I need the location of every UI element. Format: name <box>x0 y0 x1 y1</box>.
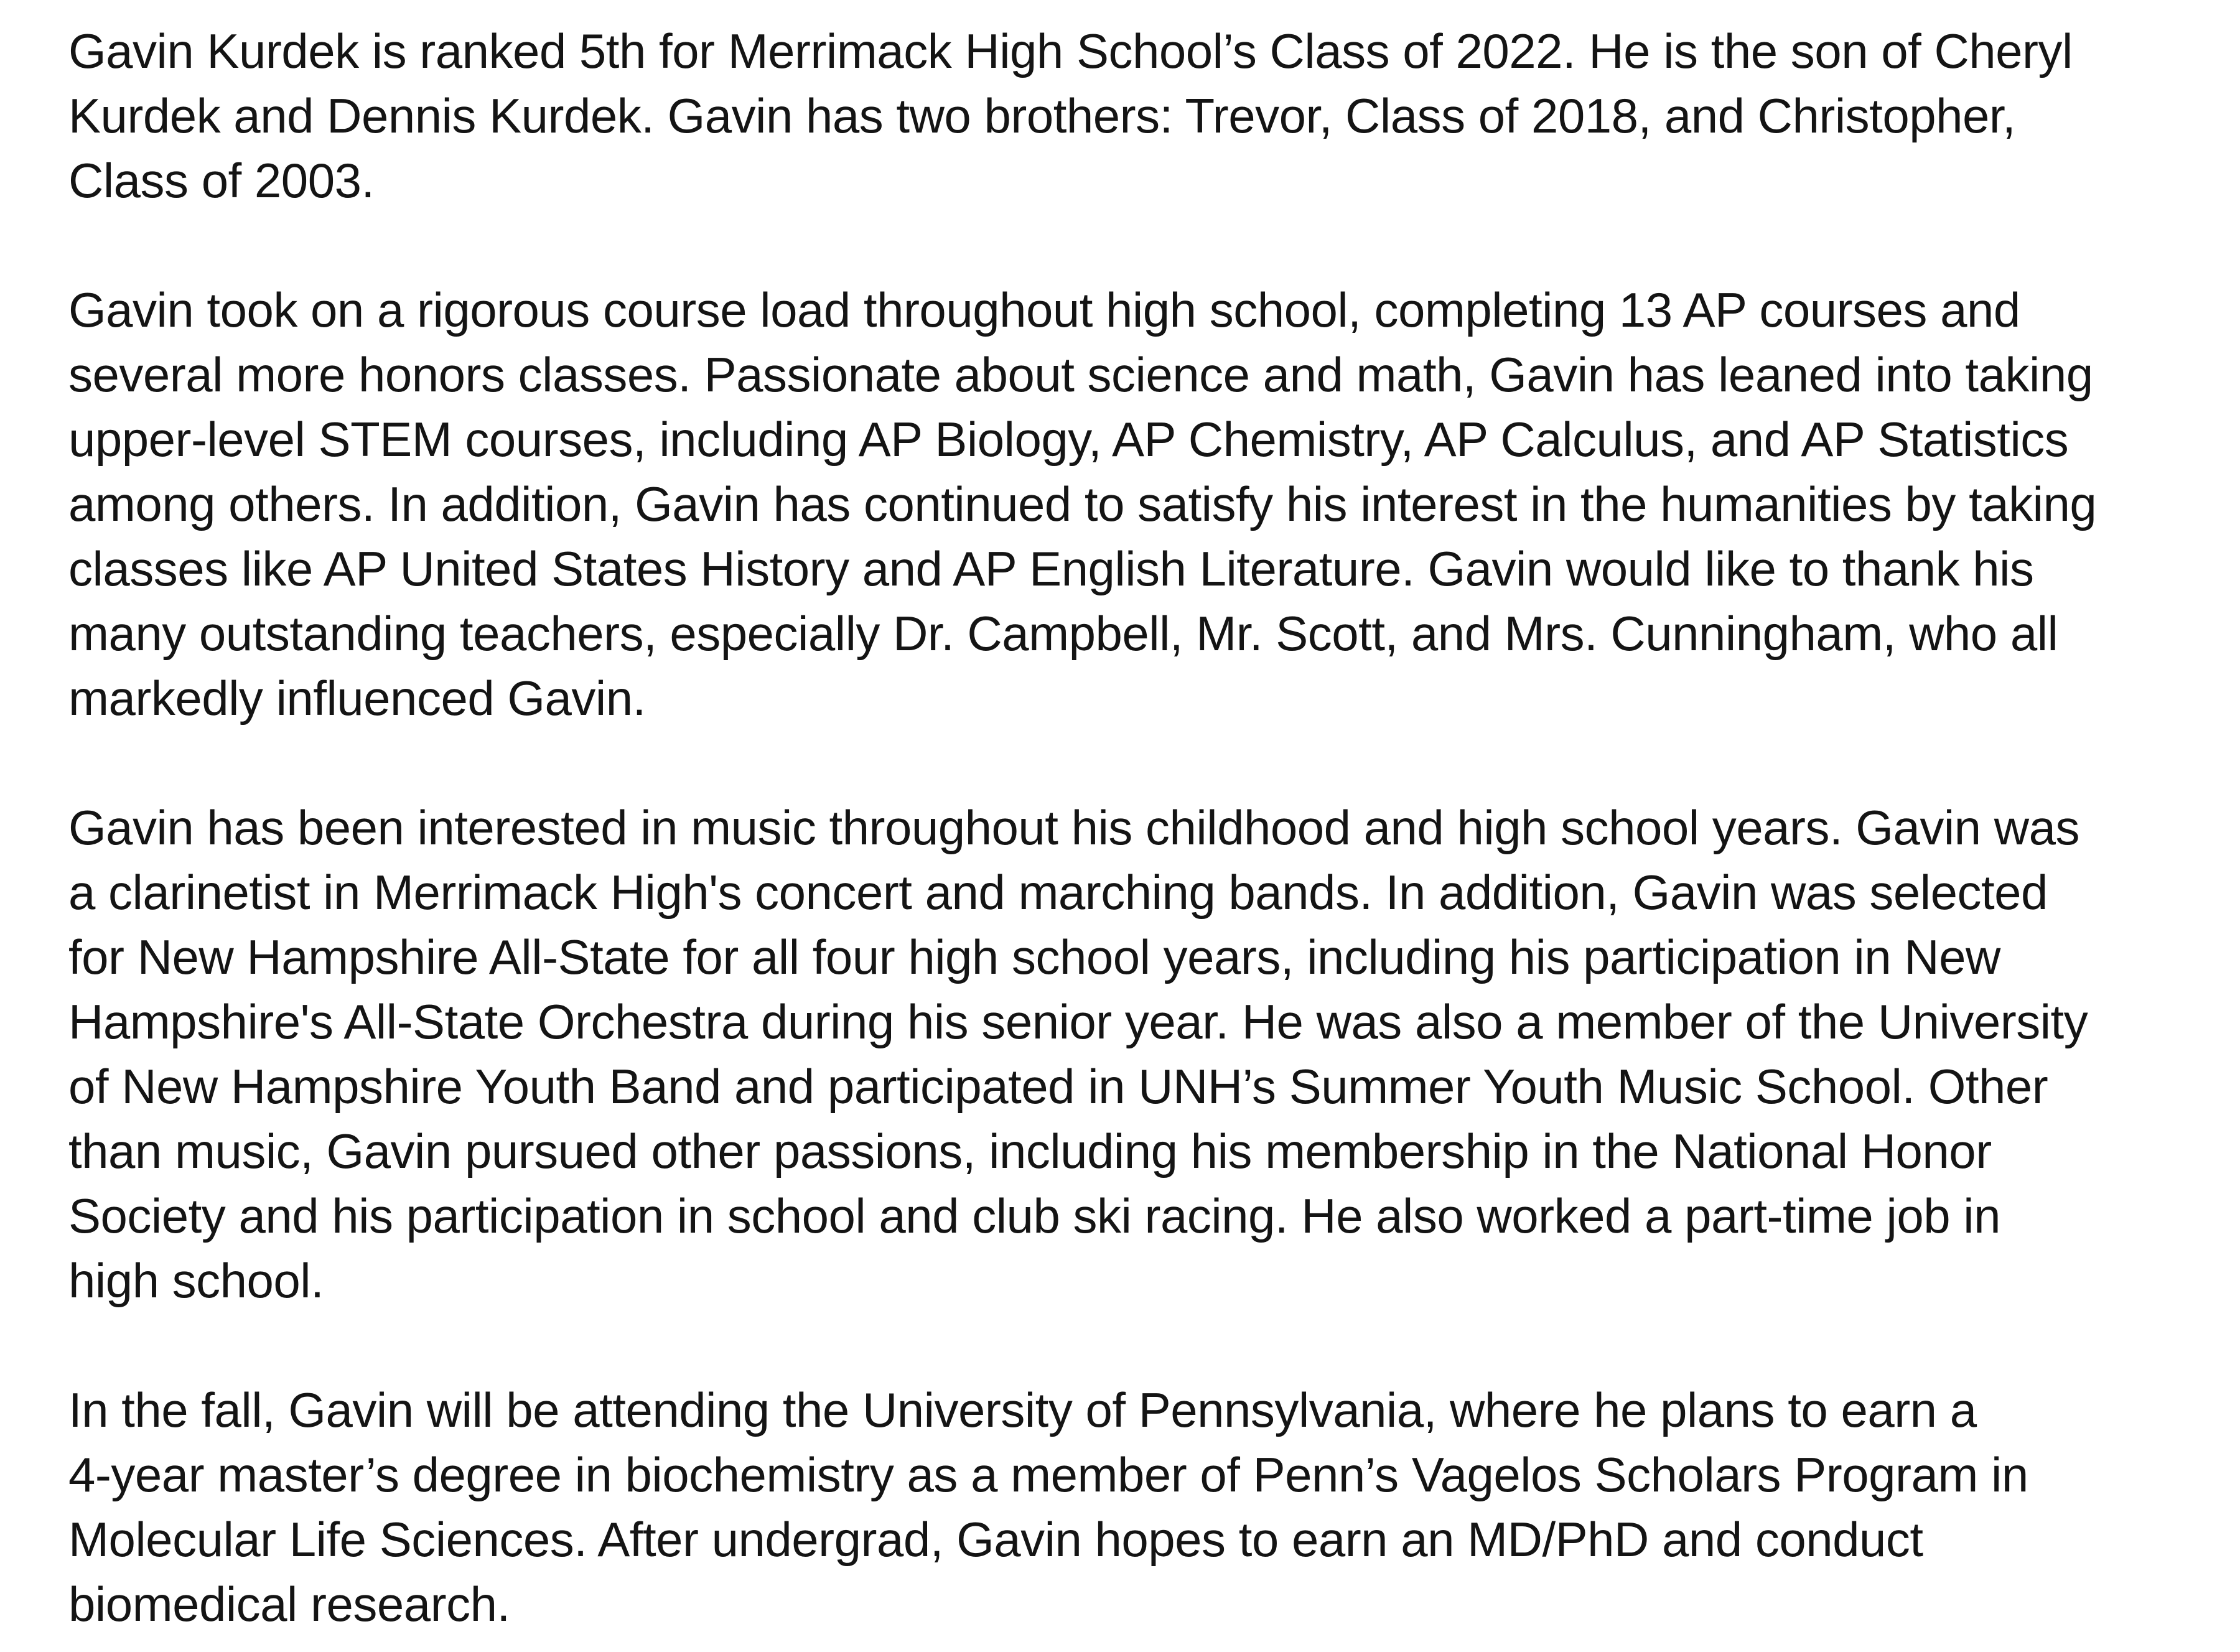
text-line: than music, Gavin pursued other passions, including his membership in the National Honor <box>68 1124 1992 1178</box>
text-line: 4-year master’s degree in biochemistry as a member of Penn’s Vagelos Scholars Program in <box>68 1447 2028 1502</box>
text-line: Kurdek and Dennis Kurdek. Gavin has two brothers: Trevor, Class of 2018, and Christopher, <box>68 88 2016 143</box>
text-line: Gavin has been interested in music throughout his childhood and high school years. Gavin was <box>68 800 2079 855</box>
text-line: of New Hampshire Youth Band and participated in UNH’s Summer Youth Music School. Other <box>68 1059 2048 1114</box>
paragraph-family <box>68 19 2196 213</box>
paragraph-music-activities <box>68 795 2196 1313</box>
text-line: for New Hampshire All-State for all four high school years, including his participation in New <box>68 930 2000 984</box>
text-line: biomedical research. <box>68 1577 510 1631</box>
text-line: markedly influenced Gavin. <box>68 671 646 726</box>
text-line: classes like AP United States History and AP English Literature. Gavin would like to thank his <box>68 541 2034 596</box>
text-line: Hampshire's All-State Orchestra during his senior year. He was also a member of the University <box>68 994 2088 1049</box>
text-line: Molecular Life Sciences. After undergrad, Gavin hopes to earn an MD/PhD and conduct <box>68 1512 1923 1567</box>
text-line: In the fall, Gavin will be attending the University of Pennsylvania, where he plans to earn a <box>68 1383 1977 1437</box>
text-line: several more honors classes. Passionate about science and math, Gavin has leaned into taking <box>68 347 2093 402</box>
text-line: a clarinetist in Merrimack High's concert and marching bands. In addition, Gavin was selected <box>68 865 2048 920</box>
text-line: Society and his participation in school and club ski racing. He also worked a part-time job in <box>68 1188 2000 1243</box>
document-body <box>68 19 2196 1636</box>
text-line: among others. In addition, Gavin has continued to satisfy his interest in the humanities by taking <box>68 477 2097 531</box>
text-line: high school. <box>68 1253 324 1308</box>
text-line: many outstanding teachers, especially Dr. Campbell, Mr. Scott, and Mrs. Cunningham, who all <box>68 606 2058 661</box>
text-line: Class of 2003. <box>68 153 375 208</box>
text-line: Gavin Kurdek is ranked 5th for Merrimack High School’s Class of 2022. He is the son of Cheryl <box>68 24 2073 78</box>
paragraph-academics <box>68 278 2196 730</box>
text-line: upper-level STEM courses, including AP Biology, AP Chemistry, AP Calculus, and AP Statistics <box>68 412 2069 467</box>
text-line: Gavin took on a rigorous course load throughout high school, completing 13 AP courses and <box>68 282 2020 337</box>
paragraph-future-plans <box>68 1378 2196 1636</box>
